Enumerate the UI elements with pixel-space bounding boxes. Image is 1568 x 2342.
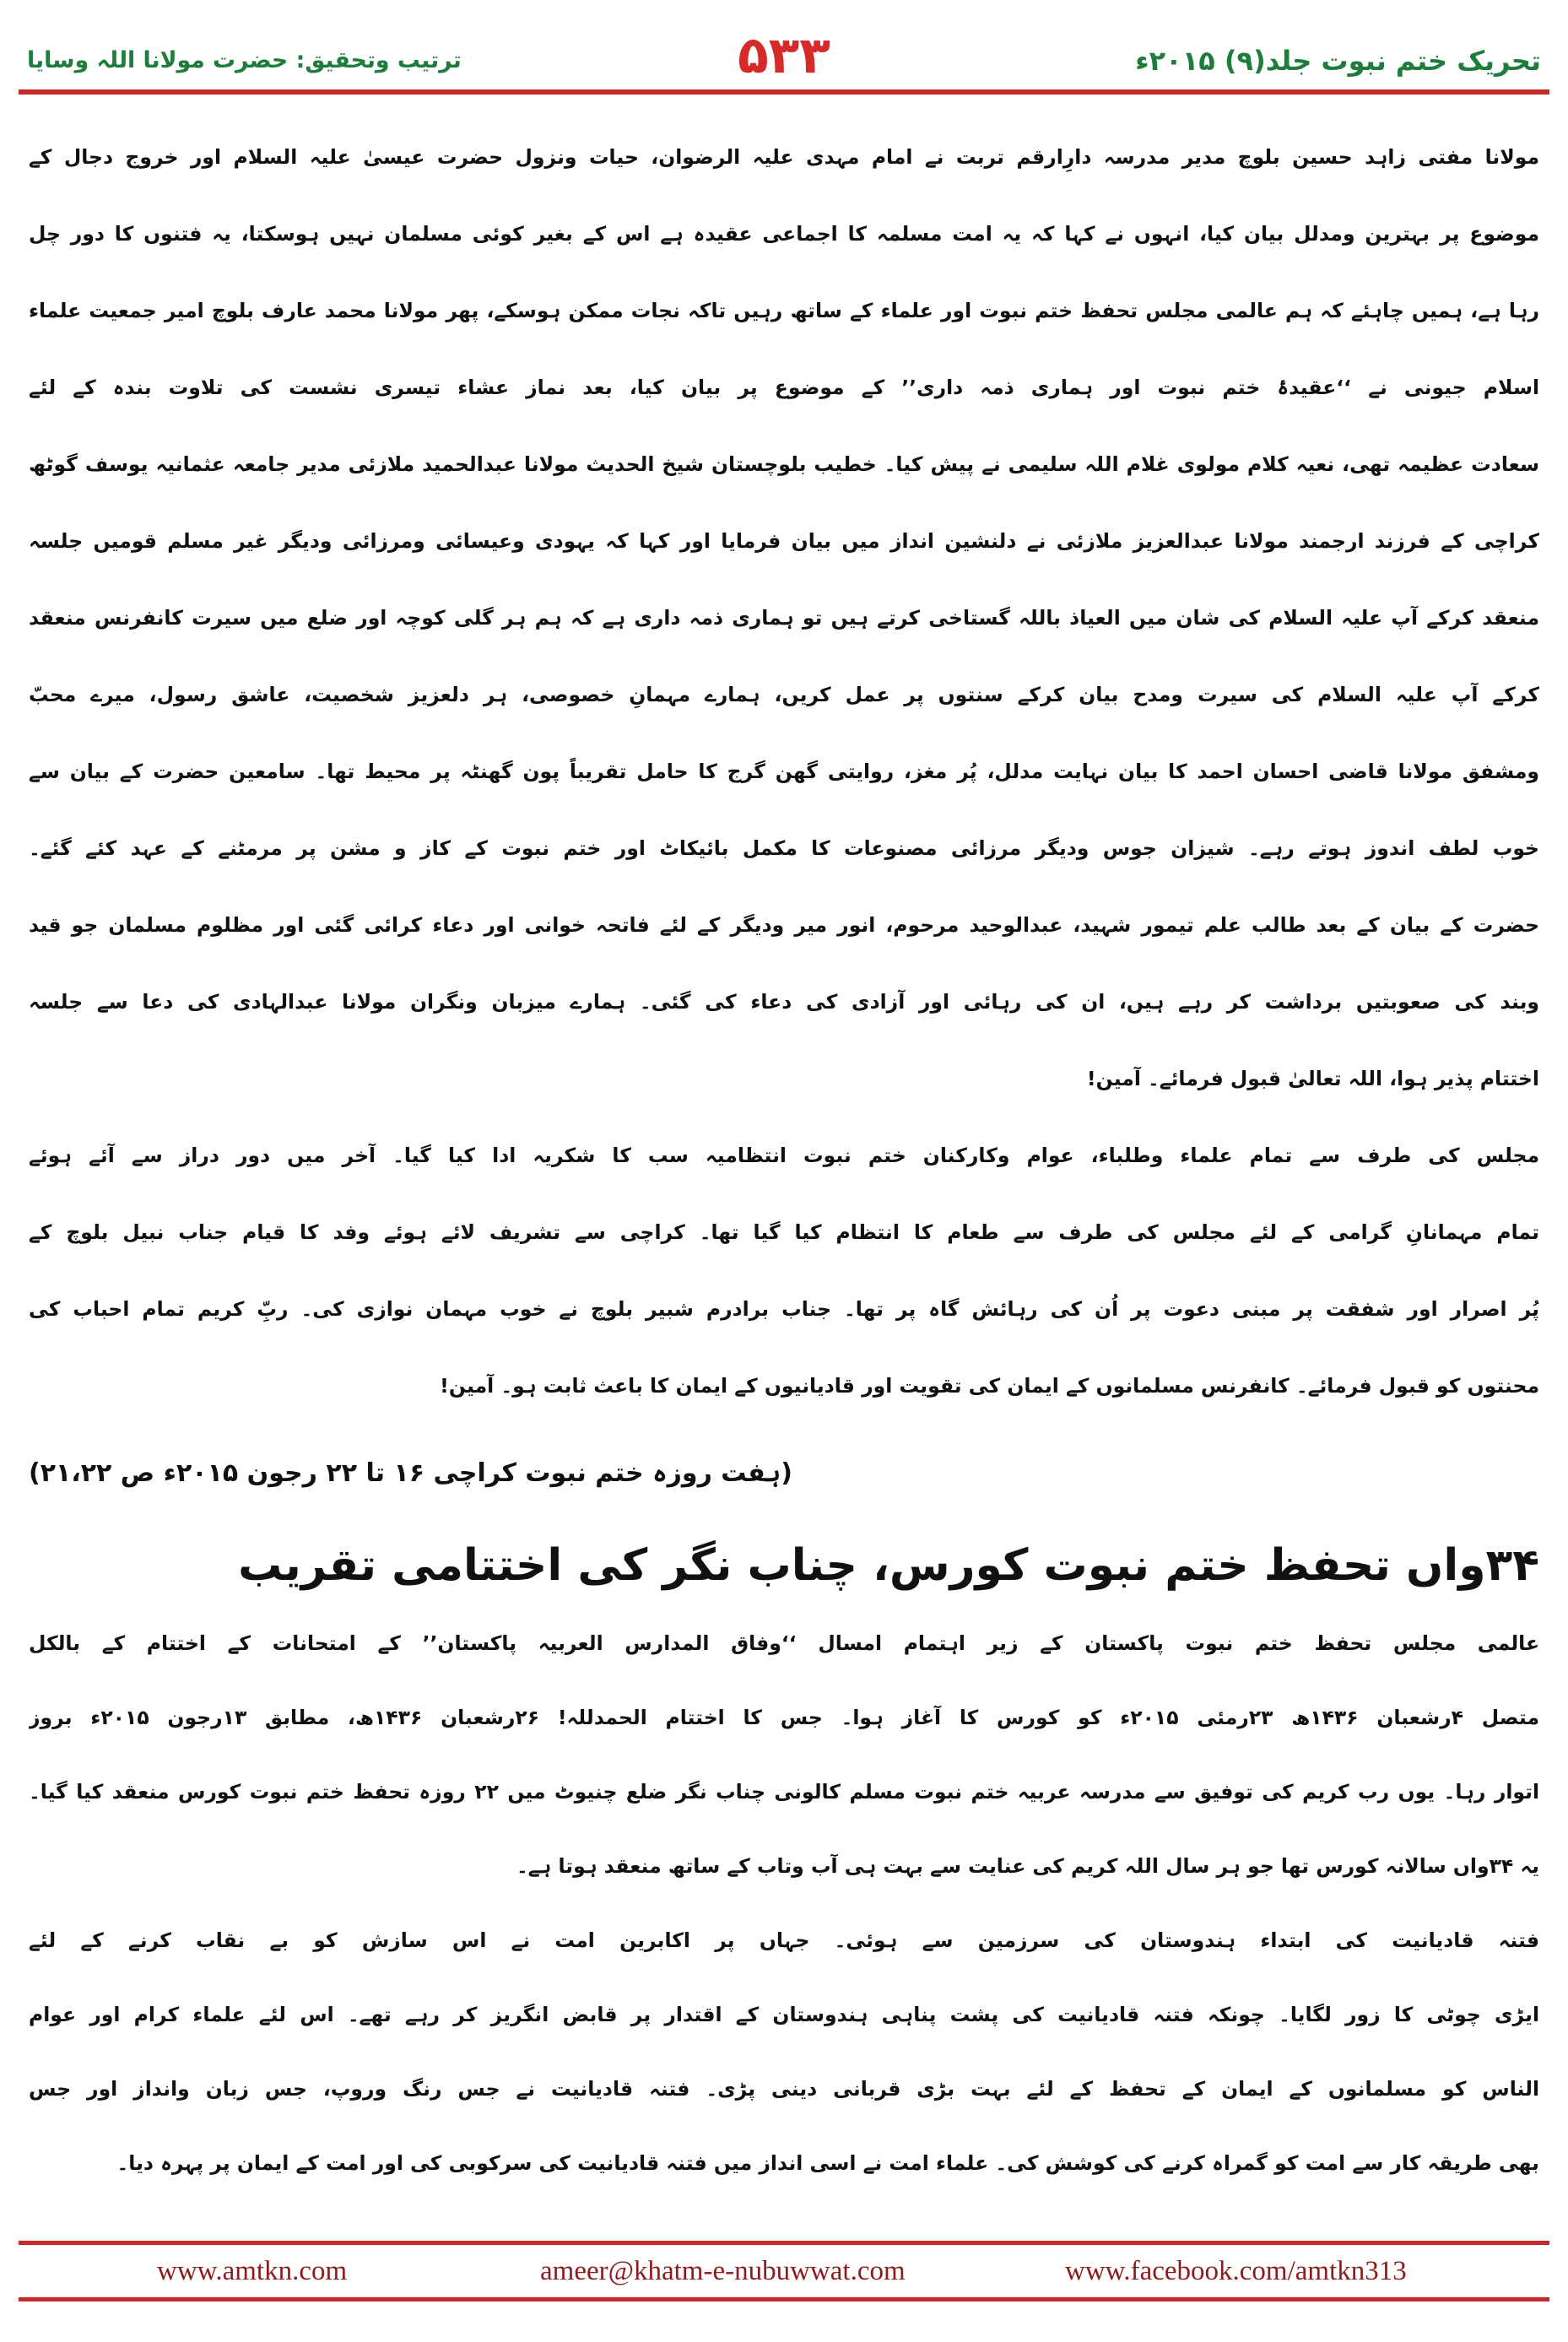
- body-line: محنتوں کو قبول فرمائے۔ کانفرنس مسلمانوں کے ایمان کی تقویت اور قادیانیوں کے ایمان کا باعث ثابت ہو۔ آمین!: [440, 1374, 1539, 1398]
- body-line: ایڑی چوٹی کا زور لگایا۔ چونکہ فتنہ قادیانیت کی پشت پناہی ہندوستان کے اقتدار پر قابض انگریز کر رہے تھے۔ اس لئے علماء کرام اور عوام: [29, 2003, 1539, 2026]
- book-title: تحریک ختم نبوت جلد(۹) ۲۰۱۵ء: [1135, 45, 1541, 77]
- section-heading: ۳۴واں تحفظ ختم نبوت کورس، چناب نگر کی اختتامی تقریب: [238, 1540, 1539, 1591]
- report-section: [29, 119, 1539, 1425]
- body-line: متصل ۴رشعبان ۱۴۳۶ھ ۲۳رمئی ۲۰۱۵ء کو کورس کا آغاز ہوا۔ جس کا اختتام الحمدللہ! ۲۶رشعبان ۱۴۳۶ھ، مطابق ۱۳رجون ۲۰۱۵ء بروز: [29, 1706, 1539, 1729]
- course-section: [29, 1606, 1539, 2200]
- compiler-credit: ترتیب وتحقیق: حضرت مولانا اللہ وسایا: [27, 47, 462, 73]
- body-line: بھی طریقہ کار سے امت کو گمراہ کرنے کی کوشش کی۔ علماء امت نے اسی انداز میں فتنہ قادیانیت کی سرکوبی کی اور امت کے ایمان پر پہرہ دیا۔: [116, 2151, 1539, 2175]
- body-line: پُر اصرار اور شفقت پر مبنی دعوت پر اُن کی رہائش گاہ پر تھا۔ جناب برادرم شبیر بلوچ نے خوب مہمان نوازی کی۔ ربِّ کریم تمام احباب کی: [29, 1297, 1539, 1321]
- website-link[interactable]: www.amtkn.com: [157, 2256, 348, 2286]
- body-line: رہا ہے، ہمیں چاہئے کہ ہم عالمی مجلس تحفظ ختم نبوت اور علماء کے ساتھ رہیں تاکہ نجات ممکن ہوسکے، پھر مولانا محمد عارف بلوچ امیر جمعیت علماء: [29, 299, 1539, 322]
- body-line: ومشفق مولانا قاضی احسان احمد کا بیان نہایت مدلل، پُر مغز، روایتی گھن گرج کا حامل تقریباً پون گھنٹہ پر محیط تھا۔ سامعین حضرت کے بیان سے: [29, 760, 1539, 783]
- footer-rule-top: [19, 2241, 1549, 2245]
- body-line: عالمی مجلس تحفظ ختم نبوت پاکستان کے زیر اہتمام امسال ‘‘وفاق المدارس العربیہ پاکستان’’ کے امتحانات کے اختتام کے بالکل: [29, 1631, 1539, 1655]
- body-line: اختتام پذیر ہوا، اللہ تعالیٰ قبول فرمائے۔ آمین!: [1086, 1067, 1539, 1090]
- body-line: سعادت عظیمہ تھی، نعیہ کلام مولوی غلام اللہ سلیمی نے پیش کیا۔ خطیب بلوچستان شیخ الحدیث مولانا عبدالحمید ملازئی مدیر جامعہ عثمانیہ یوسف گوٹھ: [29, 452, 1539, 476]
- body-line: الناس کو مسلمانوں کے ایمان کے تحفظ کے لئے بہت بڑی قربانی دینی پڑی۔ فتنہ قادیانیت نے جس رنگ وروپ، جس زبان وانداز اور جس: [29, 2077, 1539, 2101]
- source-citation: (ہفت روزہ ختم نبوت کراچی ۱۶ تا ۲۲ رجون ۲۰۱۵ء ص ۲۱،۲۲): [29, 1458, 792, 1488]
- body-line: مجلس کی طرف سے تمام علماء وطلباء، عوام وکارکنان ختم نبوت انتظامیہ سب کا شکریہ ادا کیا گیا۔ آخر میں دور دراز سے آئے ہوئے: [29, 1144, 1539, 1167]
- body-line: خوب لطف اندوز ہوتے رہے۔ شیزان جوس ودیگر مرزائی مصنوعات کا مکمل بائیکاٹ اور ختم نبوت کے کاز و مشن پر مرمٹنے کے عہد کئے گئے۔: [29, 836, 1539, 860]
- body-line: حضرت کے بیان کے بعد طالب علم تیمور شہید، عبدالوحید مرحوم، انور میر ودیگر کے لئے فاتحہ خوانی اور دعاء کرائی گئی اور مظلوم مسلمان جو قید: [29, 913, 1539, 937]
- body-line: کراچی کے فرزند ارجمند مولانا عبدالعزیز ملازئی نے دلنشین انداز میں بیان فرمایا اور کہا کہ یہودی وعیسائی ومرزائی ودیگر غیر مسلم قومیں جلسہ: [29, 529, 1539, 553]
- body-line: کرکے آپ علیہ السلام کی سیرت ومدح بیان کرکے سنتوں پر عمل کریں، ہمارے مہمانِ خصوصی، ہر دلعزیز شخصیت، عاشق رسول، میرے محبّ: [29, 683, 1539, 706]
- body-line: تمام مہمانانِ گرامی کے لئے مجلس کی طرف سے طعام کا انتظام کیا گیا تھا۔ کراچی سے تشریف لائے ہوئے وفد کا قیام جناب نبیل بلوچ کے: [29, 1220, 1539, 1244]
- body-line: یہ ۳۴واں سالانہ کورس تھا جو ہر سال اللہ کریم کی عنایت سے بہت ہی آب وتاب کے ساتھ منعقد ہوتا ہے۔: [516, 1854, 1539, 1878]
- body-line: اسلام جیونی نے ‘‘عقیدۂ ختم نبوت اور ہماری ذمہ داری’’ کے موضوع پر بیان کیا، بعد نماز عشاء تیسری نشست کی تلاوت بندہ کے لئے: [29, 376, 1539, 399]
- facebook-link[interactable]: www.facebook.com/amtkn313: [1065, 2256, 1407, 2286]
- body-line: وبند کی صعوبتیں برداشت کر رہے ہیں، ان کی رہائی اور آزادی کی دعاء کی گئی۔ ہمارے میزبان ونگران مولانا عبدالہادی کی دعا سے جلسہ: [29, 990, 1539, 1014]
- footer-rule-bottom: [19, 2297, 1549, 2301]
- body-line: موضوع پر بہترین ومدلل بیان کیا، انہوں نے کہا کہ یہ امت مسلمہ کا اجماعی عقیدہ ہے اس کے بغیر کوئی مسلمان نہیں ہوسکتا، یہ فتنوں کا دور چل: [29, 222, 1539, 246]
- page-number: ۵۳۳: [738, 26, 830, 85]
- body-line: فتنہ قادیانیت کی ابتداء ہندوستان کی سرزمین سے ہوئی۔ جہاں پر اکابرین امت نے اس سازش کو بے نقاب کرنے کے لئے: [29, 1928, 1539, 1952]
- body-line: اتوار رہا۔ یوں رب کریم کی توفیق سے مدرسہ عربیہ ختم نبوت مسلم کالونی چناب نگر ضلع چنیوٹ میں ۲۲ روزہ تحفظ ختم نبوت کورس منعقد کیا گیا۔: [29, 1780, 1539, 1804]
- body-line: منعقد کرکے آپ علیہ السلام کی شان میں العیاذ باللہ گستاخی کرتے ہیں تو ہماری ذمہ داری ہے کہ ہم ہر گلی کوچہ اور ضلع میں سیرت کانفرنس منعقد: [29, 606, 1539, 630]
- email-address[interactable]: ameer@khatm-e-nubuwwat.com: [540, 2256, 906, 2286]
- header-rule: [19, 89, 1549, 95]
- body-line: مولانا مفتی زاہد حسین بلوچ مدیر مدرسہ دارِارقم تربت نے امام مہدی علیہ الرضوان، حیات ونزول حضرت عیسیٰ علیہ السلام اور خروج دجال کے: [29, 145, 1539, 169]
